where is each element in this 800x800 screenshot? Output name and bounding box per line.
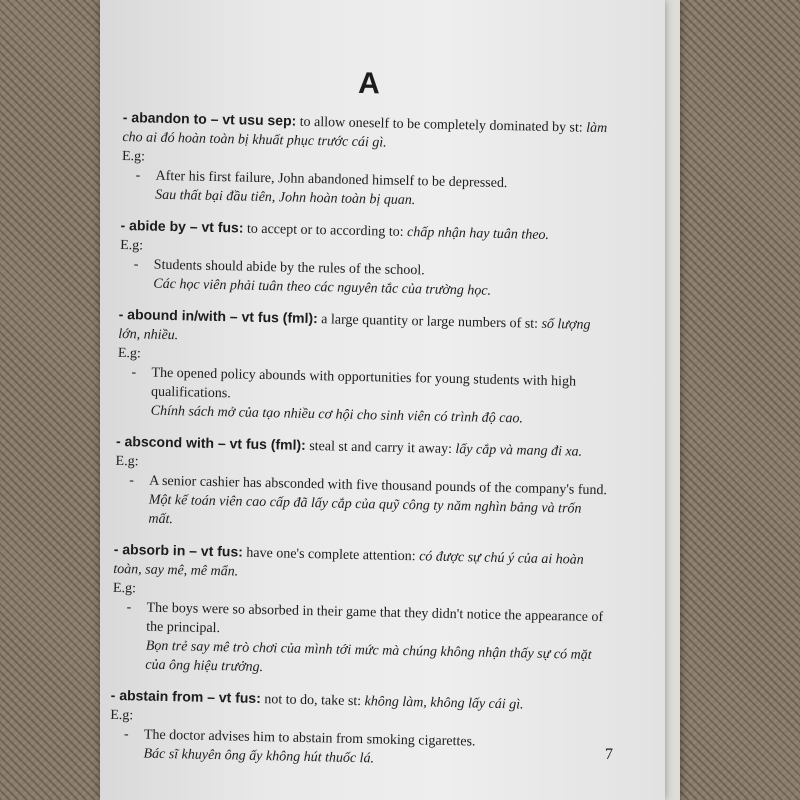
- example-vietnamese: Các học viên phải tuân theo các nguyên tắc của trường học.: [153, 276, 492, 299]
- entry-term: - abound in/with – vt fus (fml):: [118, 305, 318, 327]
- dictionary-entry: [111, 540, 606, 684]
- eg-label: E.g:: [120, 237, 144, 254]
- dictionary-entry: [119, 216, 613, 303]
- dictionary-entry: [121, 108, 615, 214]
- entry-term: - absorb in – vt fus:: [113, 540, 244, 560]
- example-vietnamese: Một kế toán viên cao cấp đã lấy cắp của quỹ công ty năm nghìn bảng và trốn mất.: [148, 492, 582, 528]
- example-vietnamese: Sau thất bại đầu tiên, John hoàn toàn bị quan.: [155, 187, 416, 209]
- entry-definition: steal st and carry it away:: [309, 438, 453, 457]
- entry-term: - abscond with – vt fus (fml):: [115, 432, 306, 453]
- entry-definition: have one's complete attention:: [246, 545, 416, 565]
- example-bullet: -: [129, 473, 135, 489]
- example-english: The boys were so absorbed in their game that they didn't notice the appearance of the principal.: [146, 600, 604, 637]
- book-page: [100, 0, 665, 800]
- entry-term: - abide by – vt fus:: [120, 216, 244, 236]
- dictionary-entry: [114, 432, 608, 538]
- entry-term: - abstain from – vt fus:: [110, 686, 262, 707]
- example-bullet: -: [131, 365, 137, 381]
- eg-label: E.g:: [112, 580, 137, 597]
- dictionary-entry: [117, 305, 611, 430]
- example-vietnamese: Bác sĩ khuyên ông ấy không hút thuốc lá.: [143, 746, 375, 767]
- entry-definition: not to do, take st:: [264, 692, 362, 710]
- eg-label: E.g:: [110, 707, 134, 724]
- example-english: The opened policy abounds with opportunities for young students with high qualifications.: [150, 365, 577, 402]
- page-number: 7: [605, 746, 613, 763]
- eg-label: E.g:: [115, 453, 139, 470]
- entry-definition: to accept or to according to:: [246, 221, 404, 240]
- example-bullet: -: [126, 600, 132, 616]
- example-bullet: -: [123, 727, 129, 743]
- dictionary-entry: [109, 686, 603, 773]
- entry-translation: có được sự chú ý của ai hoàn toàn, say mê, mê mẩn.: [113, 549, 584, 580]
- example-bullet: -: [135, 168, 141, 184]
- entry-example: [111, 598, 604, 684]
- example-vietnamese: Chính sách mở của tạo nhiều cơ hội cho sinh viên có trình độ cao.: [150, 403, 524, 427]
- entry-translation: số lượng lớn, nhiều.: [118, 316, 591, 344]
- eg-label: E.g:: [117, 345, 142, 362]
- entry-definition: to allow oneself to be completely dominated by st:: [299, 114, 583, 136]
- entry-translation: làm cho ai đó hoàn toàn bị khuất phục trước cái gì.: [122, 120, 608, 151]
- entry-definition: a large quantity or large numbers of st:: [321, 312, 539, 332]
- entry-example: [117, 363, 610, 430]
- example-bullet: -: [133, 257, 139, 273]
- entry-example: [114, 471, 607, 538]
- entry-translation: không làm, không lấy cái gì.: [364, 694, 524, 713]
- example-vietnamese: Bọn trẻ say mê trò chơi của mình tới mức mà chúng không nhận thấy sự có mặt của ông hiệu trưởng.: [145, 638, 592, 676]
- entry-translation: chấp nhận hay tuân theo.: [406, 224, 550, 243]
- entry-term: - abandon to – vt usu sep:: [122, 108, 297, 129]
- entry-translation: lấy cắp và mang đi xa.: [455, 442, 583, 460]
- example-english: After his first failure, John abandoned himself to be depressed.: [155, 168, 508, 192]
- example-english: Students should abide by the rules of the school.: [153, 257, 425, 279]
- eg-label: E.g:: [121, 148, 146, 165]
- example-english: A senior cashier has absconded with five thousand pounds of the company's fund.: [149, 473, 608, 499]
- letter-heading: A: [357, 66, 382, 101]
- example-english: The doctor advises him to abstain from smoking cigarettes.: [143, 727, 476, 750]
- page-content: [109, 62, 616, 785]
